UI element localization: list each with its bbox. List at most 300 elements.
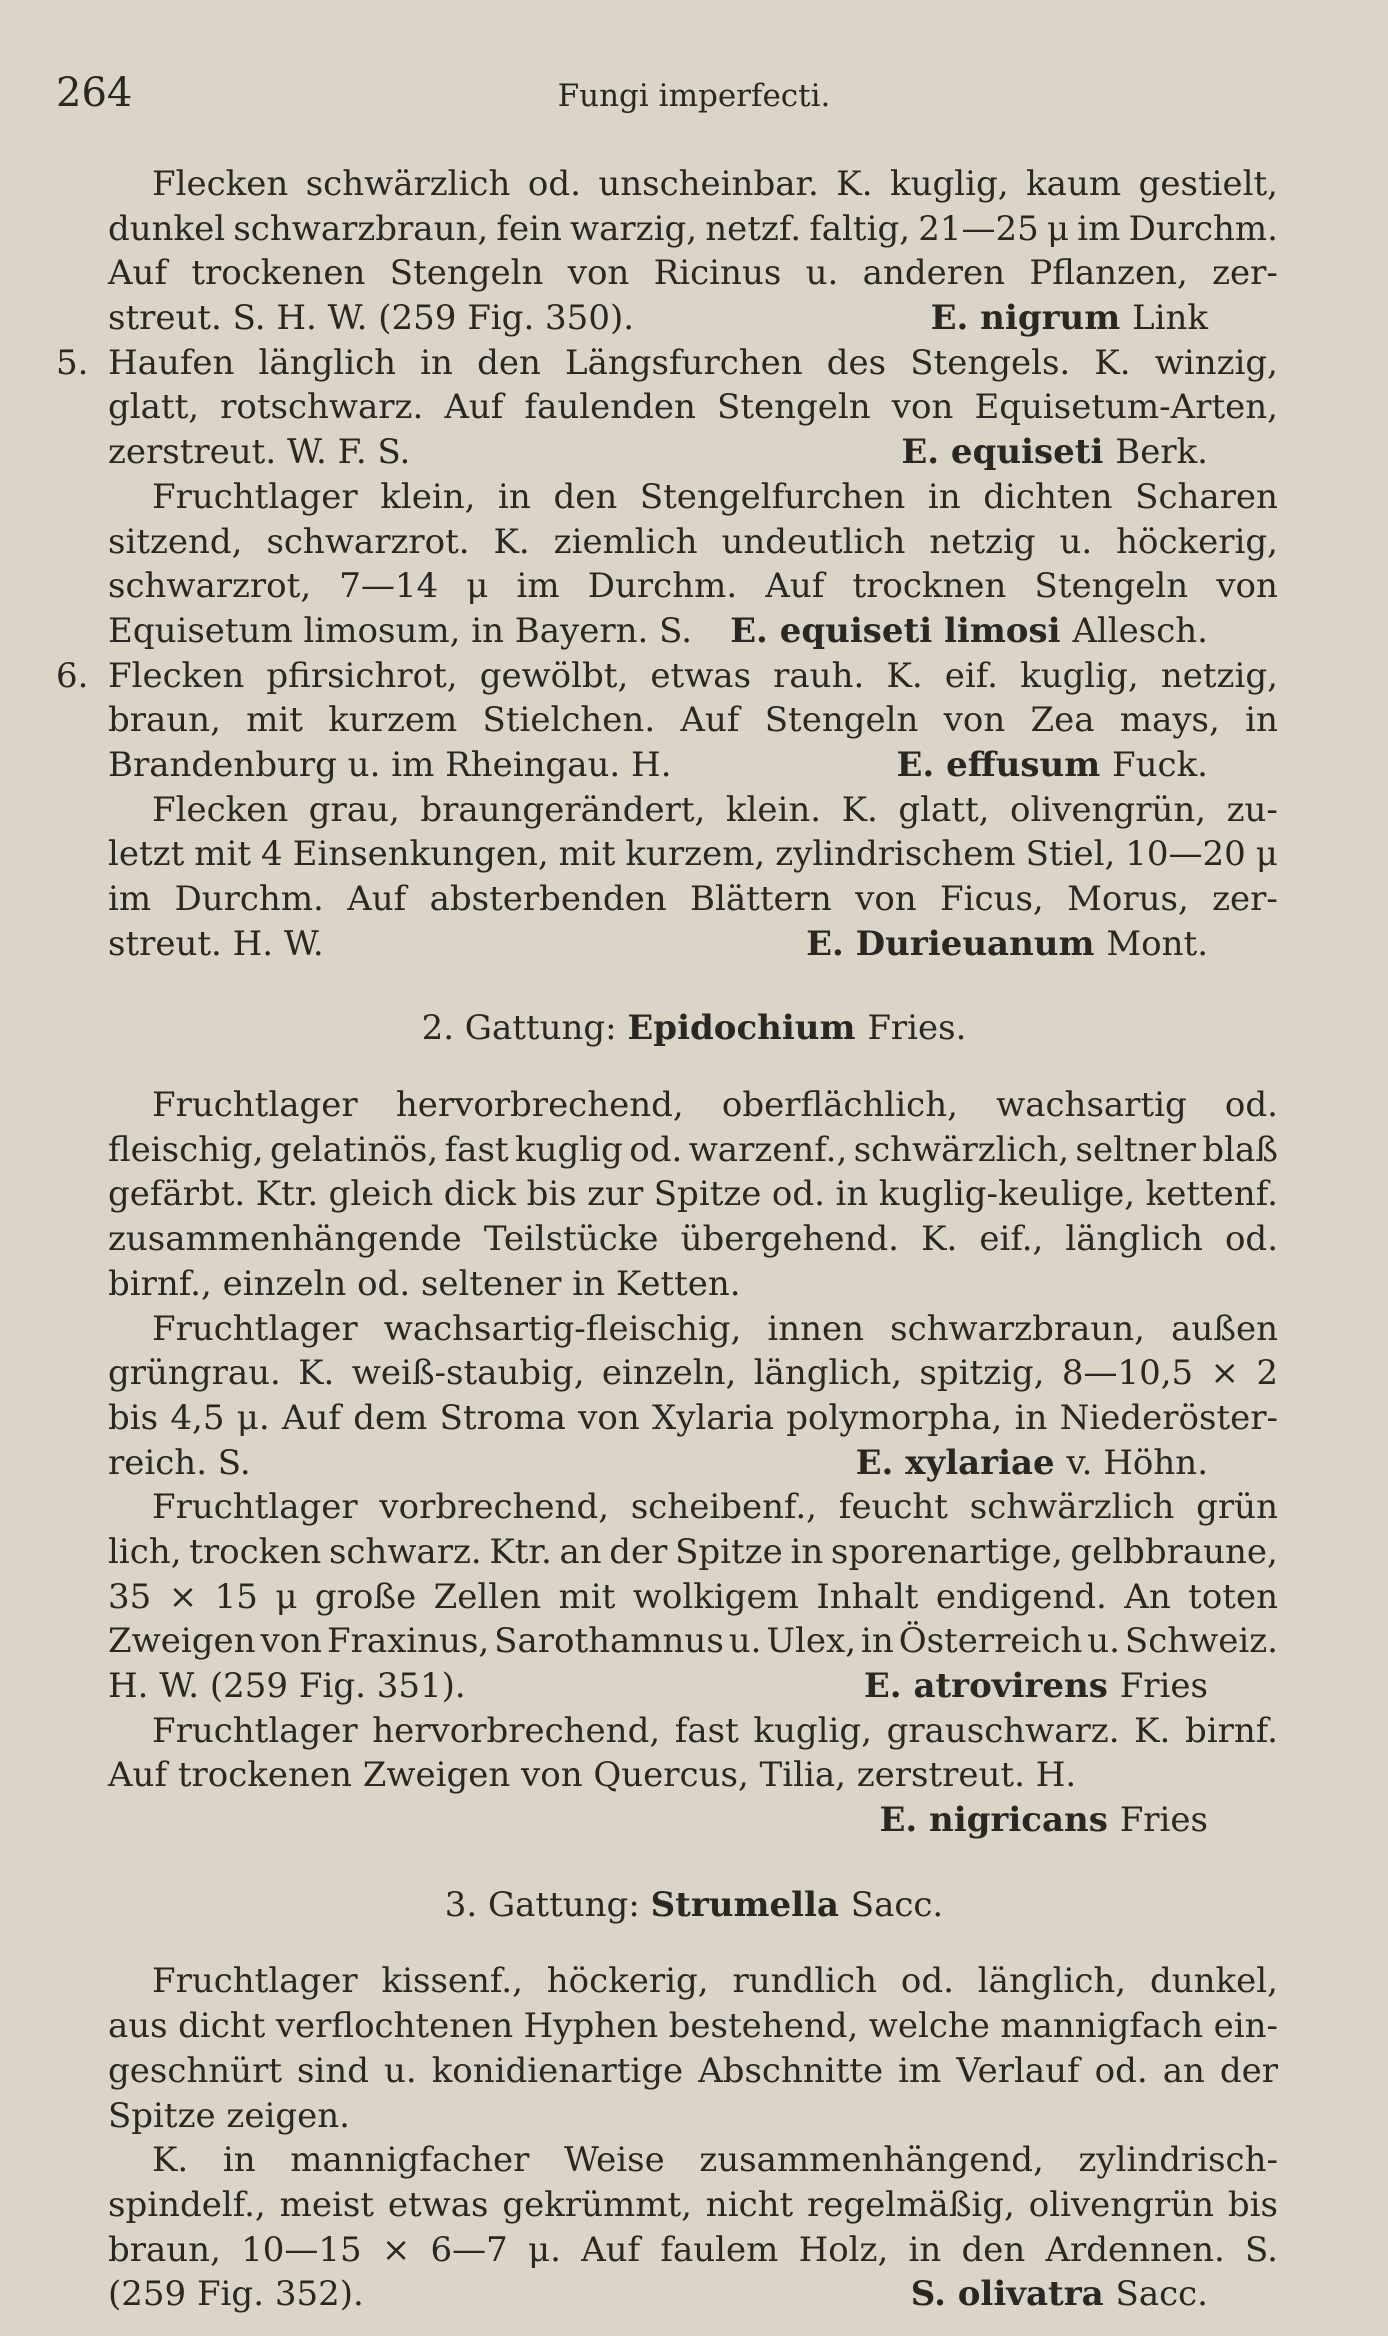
- page-header: [0, 70, 1388, 120]
- word: in: [498, 476, 531, 517]
- word: olivengrün: [1028, 2184, 1214, 2225]
- line-content: [152, 1959, 1278, 2004]
- species-name: S. olivatra: [910, 2274, 1116, 2315]
- word: grauschwarz.: [886, 1710, 1120, 1751]
- line-content: [108, 1441, 1278, 1486]
- word: im: [898, 2050, 942, 2091]
- word: Auf: [444, 387, 504, 428]
- word: von: [578, 1397, 640, 1438]
- word: Weise: [564, 2140, 665, 2181]
- line-content: [152, 1709, 1278, 1754]
- word: der: [1219, 2050, 1278, 2091]
- word: mit: [246, 700, 303, 741]
- text-line: [0, 1083, 1388, 1128]
- species-line: [0, 609, 1388, 654]
- word: Fruchtlager: [152, 1961, 358, 2002]
- word: klein.: [725, 789, 822, 830]
- species-citation: [931, 296, 1208, 341]
- word: in: [908, 2229, 942, 2270]
- word: oberflächlich,: [721, 1085, 958, 1126]
- word: seltner: [1075, 1129, 1196, 1170]
- word: verflochtenen: [275, 2006, 514, 2047]
- word: netzf.: [705, 208, 802, 249]
- line-content: [108, 2228, 1278, 2273]
- line-text: reich. S.: [108, 1442, 251, 1483]
- text-line: [0, 1351, 1388, 1396]
- species-name: E. Durieuanum: [806, 923, 1107, 964]
- word: von: [891, 387, 954, 428]
- text-line: [0, 341, 1388, 386]
- text-line: [0, 1619, 1388, 1664]
- species-name: E. nigrum: [930, 298, 1133, 339]
- word: 15: [214, 1576, 258, 1617]
- word: von: [1216, 566, 1278, 607]
- word: große: [314, 1576, 417, 1617]
- word: von: [855, 879, 917, 919]
- word: Ficus,: [940, 879, 1044, 919]
- word: ein-: [1213, 2006, 1278, 2047]
- genus-author: Sacc.: [850, 1884, 944, 1925]
- word: rundlich: [732, 1961, 877, 2002]
- word: blaß: [1202, 1129, 1278, 1170]
- word: hervorbrechend,: [372, 1710, 661, 1751]
- line-content: [108, 877, 1278, 922]
- word: sind: [296, 2050, 369, 2091]
- word: scheibenf.,: [630, 1487, 817, 1528]
- text-line: [0, 1959, 1388, 2004]
- word: eif.,: [979, 1219, 1044, 1260]
- text-line: [0, 1530, 1388, 1575]
- word: ×: [168, 1576, 198, 1617]
- word: mannigfach: [1000, 2006, 1204, 2047]
- line-content: [108, 832, 1278, 877]
- word: Teilstücke: [483, 1219, 659, 1260]
- word: od.: [629, 1129, 683, 1170]
- species-line: [0, 1441, 1388, 1486]
- word: dunkel,: [1149, 1961, 1278, 2002]
- word: Verlauf: [956, 2050, 1080, 2091]
- word: Holz,: [798, 2229, 889, 2270]
- word: μ.: [528, 2229, 561, 2270]
- word: mit: [558, 834, 616, 875]
- word: unscheinbar.: [598, 164, 819, 204]
- word: in: [927, 476, 961, 517]
- word: Auf: [108, 253, 168, 294]
- word: Fruchtlager: [152, 1085, 358, 1126]
- text-line: [0, 2228, 1388, 2273]
- line-content: [108, 922, 1278, 967]
- word: kuglig,: [1020, 655, 1139, 696]
- word: Schweiz.: [1124, 1621, 1278, 1662]
- word: od.: [1224, 1085, 1278, 1126]
- page-body: [0, 162, 1388, 2317]
- word: höckerig,: [1116, 521, 1278, 562]
- word: u.: [1059, 521, 1093, 562]
- line-content: [108, 1575, 1278, 1620]
- word: Fruchtlager: [152, 1487, 358, 1528]
- line-text: [108, 1798, 879, 1843]
- word: 10—15: [241, 2229, 362, 2270]
- word: 4: [260, 834, 283, 875]
- word: Durchm.: [1128, 208, 1278, 249]
- word: spindelf.,: [108, 2184, 266, 2225]
- word: Zellen: [433, 1576, 542, 1617]
- line-content: [152, 162, 1278, 207]
- species-author: Fries: [1119, 1666, 1208, 1706]
- line-content: [108, 698, 1278, 743]
- word: rauh.: [773, 655, 865, 696]
- word: kurzem,: [625, 834, 766, 875]
- word: kettenf.: [1145, 1174, 1278, 1215]
- line-content: [108, 2183, 1278, 2228]
- line-content: [108, 1798, 1278, 1843]
- word: schwarz.: [328, 1531, 482, 1572]
- word: im: [516, 566, 560, 607]
- word: in: [420, 342, 453, 383]
- word: an: [1162, 2050, 1205, 2091]
- word: etwas: [650, 655, 752, 696]
- word: Fraxinus,: [327, 1621, 490, 1662]
- word: K.: [836, 164, 873, 204]
- word: schwarzrot,: [108, 566, 312, 607]
- word: u.: [383, 2050, 417, 2091]
- word: Auf: [281, 1397, 341, 1438]
- text-line: [0, 475, 1388, 520]
- species-line: [0, 743, 1388, 788]
- text-line: [0, 2004, 1388, 2049]
- species-author: Link: [1132, 298, 1208, 339]
- word: feucht: [838, 1487, 948, 1528]
- word: undeutlich: [721, 521, 906, 562]
- word: zer-: [1212, 879, 1278, 919]
- line-text: Equisetum limosum, in Bayern. S.: [108, 610, 693, 651]
- word: fleischig,: [108, 1129, 264, 1170]
- word: Stengeln: [1034, 566, 1189, 607]
- word: von: [260, 1621, 323, 1662]
- word: konidienartige: [431, 2050, 684, 2091]
- word: welche: [868, 2006, 990, 2047]
- word: Ulex,: [766, 1621, 857, 1662]
- word: od.: [1224, 1219, 1278, 1260]
- species-citation: [901, 430, 1208, 475]
- word: Stengels.: [910, 342, 1071, 383]
- word: dick: [443, 1174, 517, 1215]
- word: rotschwarz.: [220, 387, 424, 428]
- word: 8—10,5: [1061, 1353, 1194, 1394]
- word: bis: [526, 1174, 577, 1215]
- word: sitzend,: [108, 521, 243, 562]
- word: wachsartig: [996, 1085, 1187, 1126]
- word: dem: [353, 1397, 428, 1438]
- word: Ktr.: [489, 1531, 552, 1572]
- word: Ktr.: [255, 1174, 319, 1215]
- word: birnf.: [1184, 1710, 1278, 1751]
- line-content: [108, 1351, 1278, 1396]
- word: den: [477, 342, 541, 383]
- line-content: [108, 296, 1278, 341]
- word: der: [609, 1531, 668, 1572]
- word: gleich: [328, 1174, 434, 1215]
- word: absterbenden: [429, 879, 667, 919]
- word: schwarzrot.: [266, 521, 470, 562]
- line-content: [152, 788, 1278, 833]
- word: höckerig,: [546, 1961, 709, 2002]
- word: S.: [1245, 2229, 1278, 2270]
- species-author: Allesch.: [1072, 610, 1208, 651]
- text-line: [0, 2049, 1388, 2094]
- spacer: [0, 1843, 1388, 1883]
- word: Stroma: [439, 1397, 566, 1438]
- word: zer-: [1212, 253, 1278, 294]
- species-citation: [897, 743, 1208, 788]
- word: μ.: [236, 1397, 270, 1438]
- word: Fruchtlager: [152, 476, 358, 517]
- word: zylindrischem: [775, 834, 1016, 875]
- word: toten: [1188, 1576, 1278, 1617]
- word: Haufen: [108, 342, 235, 383]
- word: zylindrisch-: [1078, 2140, 1278, 2181]
- word: Inhalt: [816, 1576, 919, 1617]
- species-line: [0, 430, 1388, 475]
- text-line: [0, 654, 1388, 699]
- word: ziemlich: [553, 521, 698, 562]
- word: Auf: [765, 566, 825, 607]
- word: winzig,: [1154, 342, 1278, 383]
- word: dunkel: [108, 208, 226, 249]
- word: warzig,: [570, 208, 698, 249]
- word: an: [559, 1531, 602, 1572]
- word: schwarzbraun,: [233, 208, 489, 249]
- line-content: [152, 1307, 1278, 1352]
- line-text: Brandenburg u. im Rheingau. H.: [108, 744, 672, 785]
- genus-heading: [0, 1006, 1388, 1051]
- word: 21—25: [918, 208, 1039, 249]
- word: Stengelfurchen: [639, 476, 906, 517]
- genus-number: 3. Gattung:: [444, 1884, 651, 1925]
- text-line: [0, 520, 1388, 565]
- word: μ: [275, 1576, 298, 1617]
- word: warzenf.,: [688, 1129, 848, 1170]
- word: in: [1245, 700, 1278, 741]
- word: anderen: [862, 253, 1005, 294]
- species-citation: [806, 922, 1208, 967]
- word: regelmäßig,: [807, 2184, 1015, 2225]
- word: glatt,: [108, 387, 200, 428]
- word: außen: [1171, 1308, 1278, 1349]
- text-line: [0, 2138, 1388, 2183]
- word: übergehend.: [680, 1219, 899, 1260]
- word: zur: [587, 1174, 644, 1215]
- word: im: [108, 879, 152, 919]
- line-content: [108, 1753, 1278, 1798]
- word: polymorpha,: [786, 1397, 1003, 1438]
- word: kissenf.,: [381, 1961, 523, 2002]
- word: kurzem: [328, 700, 458, 741]
- genus-heading: [0, 1883, 1388, 1928]
- word: Fruchtlager: [152, 1308, 358, 1349]
- word: den: [553, 476, 618, 517]
- species-citation: [856, 1441, 1208, 1486]
- word: olivengrün,: [1009, 789, 1207, 830]
- text-line: [0, 2183, 1388, 2228]
- word: in: [1014, 1397, 1048, 1438]
- line-content: [108, 1217, 1278, 1262]
- word: Einsenkungen,: [292, 834, 549, 875]
- species-line: [0, 1664, 1388, 1709]
- word: meist: [279, 2184, 374, 2225]
- line-content: [108, 341, 1278, 386]
- line-text: streut. H. W.: [108, 923, 324, 964]
- word: pfirsichrot,: [266, 655, 458, 696]
- line-content: [108, 2049, 1278, 2094]
- word: fein: [496, 208, 562, 249]
- line-text: Auf trockenen Zweigen von Quercus, Tilia, zerstreut. H.: [108, 1755, 1077, 1796]
- text-line: [0, 1396, 1388, 1441]
- text-line: [0, 1307, 1388, 1352]
- word: Fruchtlager: [152, 1710, 358, 1751]
- genus-name: Strumella: [650, 1884, 851, 1925]
- word: μ: [466, 566, 489, 607]
- word: ×: [1210, 1353, 1240, 1394]
- word: zusammenhängende: [108, 1219, 462, 1260]
- word: Hyphen: [523, 2006, 659, 2047]
- text-line: [0, 877, 1388, 922]
- line-text: streut. S. H. W. (259 Fig. 350).: [108, 298, 635, 339]
- text-line: [0, 1753, 1388, 1798]
- line-content: [108, 1619, 1278, 1664]
- word: grün: [1196, 1487, 1278, 1528]
- word: Zea: [1030, 700, 1095, 741]
- word: K.: [1134, 1710, 1171, 1751]
- word: gefärbt.: [108, 1174, 246, 1215]
- line-content: [108, 207, 1278, 252]
- word: den: [961, 2229, 1026, 2270]
- word: od.: [527, 164, 581, 204]
- word: trocken: [189, 1531, 322, 1572]
- word: faltig,: [809, 208, 911, 249]
- page-number: 264: [56, 70, 133, 116]
- word: in: [861, 1621, 894, 1662]
- word: faulem: [660, 2229, 779, 2270]
- word: Stiel,: [1025, 834, 1116, 875]
- line-content: [152, 1485, 1278, 1530]
- word: mannigfacher: [290, 2140, 530, 2181]
- word: 35: [108, 1576, 152, 1617]
- word: fast: [674, 1710, 739, 1751]
- word: Österreich: [898, 1621, 1083, 1662]
- word: 10—20: [1125, 834, 1246, 875]
- word: vorbrechend,: [379, 1487, 610, 1528]
- word: spitzig,: [919, 1353, 1045, 1394]
- species-citation: [864, 1664, 1208, 1709]
- species-line: [0, 922, 1388, 967]
- word: Spitze: [653, 1174, 762, 1215]
- spacer: [0, 1051, 1388, 1083]
- word: schwärzlich: [969, 1487, 1175, 1528]
- word: Stielchen.: [482, 700, 656, 741]
- word: gelatinös,: [269, 1129, 439, 1170]
- word: schwärzlich: [305, 164, 511, 204]
- word: Equisetum-Arten,: [974, 387, 1278, 428]
- line-content: [108, 654, 1278, 699]
- word: Xylaria: [652, 1397, 774, 1438]
- word: wachsartig-fleischig,: [383, 1308, 742, 1349]
- word: gelbbraune,: [1070, 1531, 1278, 1572]
- word: in: [835, 1174, 869, 1215]
- word: in: [790, 1531, 824, 1572]
- species-line: [0, 1798, 1388, 1843]
- line-content: [108, 609, 1278, 654]
- text-line: [0, 564, 1388, 609]
- line-content: [108, 2094, 1278, 2139]
- line-content: [108, 251, 1278, 296]
- word: glatt,: [898, 789, 990, 830]
- word: Durchm.: [587, 566, 738, 607]
- word: einzeln,: [601, 1353, 737, 1394]
- word: K.: [298, 1353, 335, 1394]
- text-line: [0, 1485, 1388, 1530]
- species-name: E. effusum: [896, 744, 1113, 785]
- word: geschnürt: [108, 2050, 282, 2091]
- word: gewölbt,: [479, 655, 629, 696]
- word: kuglig-keulige,: [878, 1174, 1136, 1215]
- word: länglich: [1065, 1219, 1203, 1260]
- text-line: [0, 1709, 1388, 1754]
- line-content: [108, 2004, 1278, 2049]
- species-author: Fries: [1119, 1800, 1208, 1841]
- word: bis: [1227, 2184, 1278, 2225]
- species-author: Fuck.: [1112, 744, 1208, 785]
- word: Abschnitte: [698, 2050, 884, 2091]
- line-content: [108, 430, 1278, 475]
- word: μ: [1255, 834, 1278, 875]
- word: An: [1124, 1576, 1171, 1617]
- line-content: [108, 1530, 1278, 1575]
- species-name: E. atrovirens: [863, 1666, 1120, 1706]
- spacer: [0, 1927, 1388, 1959]
- line-content: [108, 1396, 1278, 1441]
- word: u.: [728, 1621, 762, 1662]
- word: gekrümmt,: [502, 2184, 692, 2225]
- word: mays,: [1119, 700, 1220, 741]
- word: Flecken: [152, 164, 289, 204]
- word: faulenden: [524, 387, 696, 428]
- line-text: birnf., einzeln od. seltener in Ketten.: [108, 1263, 741, 1304]
- line-text: Spitze zeigen.: [108, 2095, 350, 2136]
- word: 4,5: [170, 1397, 225, 1438]
- word: Stengeln: [389, 253, 544, 294]
- line-text: zerstreut. W. F. S.: [108, 432, 411, 473]
- word: 6—7: [430, 2229, 508, 2270]
- word: u.: [805, 253, 839, 294]
- species-name: E. nigricans: [879, 1800, 1120, 1841]
- line-content: [108, 564, 1278, 609]
- word: schwarzbraun,: [890, 1308, 1145, 1349]
- word: gestielt,: [1138, 164, 1278, 204]
- word: trockenen: [191, 253, 366, 294]
- word: kuglig: [515, 1129, 623, 1170]
- species-author: Berk.: [1115, 432, 1208, 473]
- word: od.: [1094, 2050, 1148, 2091]
- word: schwärzlich,: [853, 1129, 1070, 1170]
- species-author: v. Höhn.: [1066, 1442, 1208, 1483]
- word: Flecken: [152, 789, 289, 830]
- word: mit: [194, 834, 251, 875]
- text-line: [0, 698, 1388, 743]
- word: od.: [771, 1174, 825, 1215]
- species-name: E. xylariae: [855, 1442, 1067, 1483]
- word: Scharen: [1135, 476, 1278, 517]
